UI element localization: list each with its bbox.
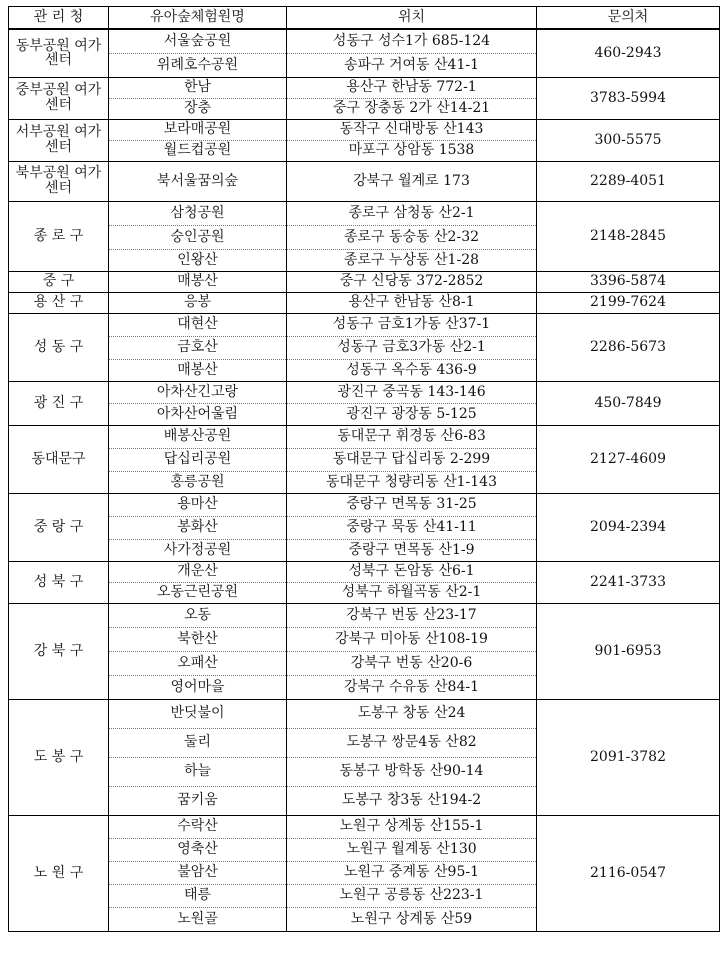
park-name-cell: 봉화산	[109, 516, 287, 539]
park-name-cell: 월드컵공원	[109, 140, 287, 161]
location-cell: 마포구 상암동 1538	[287, 140, 537, 161]
park-name-cell: 반딧불이	[109, 699, 287, 728]
location-cell: 강북구 미아동 산108-19	[287, 627, 537, 651]
location-cell: 광진구 광장동 5-125	[287, 403, 537, 425]
location-cell: 성동구 옥수동 436-9	[287, 359, 537, 381]
park-name-cell: 영축산	[109, 838, 287, 861]
office-cell: 강 북 구	[9, 603, 109, 699]
phone-cell: 300-5575	[537, 119, 720, 161]
office-cell: 노 원 구	[9, 815, 109, 931]
location-cell: 종로구 누상동 산1-28	[287, 249, 537, 271]
park-name-cell: 오동근린공원	[109, 582, 287, 603]
location-cell: 성북구 돈암동 산6-1	[287, 561, 537, 582]
park-name-cell: 매봉산	[109, 271, 287, 292]
location-cell: 용산구 한남동 산8-1	[287, 292, 537, 313]
header-office: 관 리 청	[9, 7, 109, 30]
office-cell: 중 랑 구	[9, 493, 109, 561]
park-name-cell: 장충	[109, 98, 287, 119]
table-row	[9, 381, 720, 403]
table-row	[9, 561, 720, 582]
location-cell: 성북구 하월곡동 산2-1	[287, 582, 537, 603]
park-name-cell: 노원골	[109, 907, 287, 931]
location-cell: 중구 장충동 2가 산14-21	[287, 98, 537, 119]
park-name-cell: 답십리공원	[109, 448, 287, 471]
table-body	[9, 29, 720, 931]
header-phone: 문의처	[537, 7, 720, 30]
park-name-cell: 북한산	[109, 627, 287, 651]
office-cell: 성 동 구	[9, 313, 109, 381]
table-row	[9, 313, 720, 336]
location-cell: 강북구 번동 산20-6	[287, 651, 537, 675]
location-cell: 강북구 수유동 산84-1	[287, 675, 537, 699]
office-cell: 서부공원 여가센터	[9, 119, 109, 161]
table-row	[9, 29, 720, 53]
park-name-cell: 개운산	[109, 561, 287, 582]
location-cell: 동봉구 방학동 산90-14	[287, 757, 537, 786]
park-name-cell: 대현산	[109, 313, 287, 336]
table-row	[9, 119, 720, 140]
park-name-cell: 홍릉공원	[109, 471, 287, 493]
park-name-cell: 둘리	[109, 728, 287, 757]
phone-cell: 2289-4051	[537, 161, 720, 201]
phone-cell: 2199-7624	[537, 292, 720, 313]
location-cell: 강북구 월계로 173	[287, 161, 537, 201]
location-cell: 동작구 신대방동 산143	[287, 119, 537, 140]
office-cell: 중 구	[9, 271, 109, 292]
table-row	[9, 603, 720, 627]
table-row	[9, 161, 720, 201]
office-cell: 도 봉 구	[9, 699, 109, 815]
park-name-cell: 수락산	[109, 815, 287, 838]
office-cell: 동부공원 여가센터	[9, 29, 109, 77]
park-name-cell: 꿈키움	[109, 786, 287, 815]
table-row	[9, 425, 720, 448]
location-cell: 노원구 월계동 산130	[287, 838, 537, 861]
location-cell: 동대문구 휘경동 산6-83	[287, 425, 537, 448]
office-cell: 성 북 구	[9, 561, 109, 603]
park-name-cell: 위례호수공원	[109, 53, 287, 77]
location-cell: 성동구 금호3가동 산2-1	[287, 336, 537, 359]
location-cell: 강북구 번동 산23-17	[287, 603, 537, 627]
park-name-cell: 보라매공원	[109, 119, 287, 140]
office-cell: 북부공원 여가센터	[9, 161, 109, 201]
phone-cell: 2286-5673	[537, 313, 720, 381]
office-cell: 중부공원 여가센터	[9, 77, 109, 119]
location-cell: 중랑구 면목동 산1-9	[287, 539, 537, 561]
location-cell: 도봉구 창동 산24	[287, 699, 537, 728]
park-name-cell: 매봉산	[109, 359, 287, 381]
park-name-cell: 금호산	[109, 336, 287, 359]
park-name-cell: 응봉	[109, 292, 287, 313]
location-cell: 중랑구 면목동 31-25	[287, 493, 537, 516]
table-row	[9, 292, 720, 313]
park-name-cell: 아차산긴고랑	[109, 381, 287, 403]
park-name-cell: 태릉	[109, 884, 287, 907]
park-name-cell: 북서울꿈의숲	[109, 161, 287, 201]
park-name-cell: 오동	[109, 603, 287, 627]
location-cell: 동대문구 청량리동 산1-143	[287, 471, 537, 493]
park-name-cell: 사가정공원	[109, 539, 287, 561]
phone-cell: 2116-0547	[537, 815, 720, 931]
location-cell: 송파구 거여동 산41-1	[287, 53, 537, 77]
phone-cell: 2094-2394	[537, 493, 720, 561]
park-name-cell: 서울숲공원	[109, 29, 287, 53]
park-name-cell: 숭인공원	[109, 225, 287, 249]
phone-cell: 3396-5874	[537, 271, 720, 292]
location-cell: 중구 신당동 372-2852	[287, 271, 537, 292]
park-name-cell: 불암산	[109, 861, 287, 884]
park-name-cell: 오패산	[109, 651, 287, 675]
park-name-cell: 영어마을	[109, 675, 287, 699]
office-cell: 용 산 구	[9, 292, 109, 313]
location-cell: 종로구 동숭동 산2-32	[287, 225, 537, 249]
header-park: 유아숲체험원명	[109, 7, 287, 30]
location-cell: 용산구 한남동 772-1	[287, 77, 537, 98]
location-cell: 노원구 상계동 산155-1	[287, 815, 537, 838]
park-name-cell: 하늘	[109, 757, 287, 786]
phone-cell: 450-7849	[537, 381, 720, 425]
location-cell: 동대문구 답십리동 2-299	[287, 448, 537, 471]
park-name-cell: 아차산어울림	[109, 403, 287, 425]
table-row	[9, 699, 720, 728]
location-cell: 중랑구 묵동 산41-11	[287, 516, 537, 539]
phone-cell: 2091-3782	[537, 699, 720, 815]
location-cell: 노원구 중계동 산95-1	[287, 861, 537, 884]
phone-cell: 2127-4609	[537, 425, 720, 493]
location-cell: 광진구 중곡동 143-146	[287, 381, 537, 403]
park-name-cell: 용마산	[109, 493, 287, 516]
phone-cell: 2241-3733	[537, 561, 720, 603]
table-row	[9, 201, 720, 225]
phone-cell: 460-2943	[537, 29, 720, 77]
location-cell: 도봉구 창3동 산194-2	[287, 786, 537, 815]
location-cell: 도봉구 쌍문4동 산82	[287, 728, 537, 757]
park-name-cell: 배봉산공원	[109, 425, 287, 448]
office-cell: 동대문구	[9, 425, 109, 493]
header-row	[9, 7, 720, 30]
location-cell: 노원구 공릉동 산223-1	[287, 884, 537, 907]
office-cell: 종 로 구	[9, 201, 109, 271]
location-cell: 성동구 성수1가 685-124	[287, 29, 537, 53]
header-location: 위치	[287, 7, 537, 30]
forest-experience-table	[8, 6, 720, 932]
park-name-cell: 한남	[109, 77, 287, 98]
table-row	[9, 493, 720, 516]
table-row	[9, 77, 720, 98]
table-row	[9, 815, 720, 838]
park-name-cell: 삼청공원	[109, 201, 287, 225]
office-cell: 광 진 구	[9, 381, 109, 425]
phone-cell: 901-6953	[537, 603, 720, 699]
location-cell: 성동구 금호1가동 산37-1	[287, 313, 537, 336]
phone-cell: 2148-2845	[537, 201, 720, 271]
table-row	[9, 271, 720, 292]
phone-cell: 3783-5994	[537, 77, 720, 119]
location-cell: 노원구 상계동 산59	[287, 907, 537, 931]
location-cell: 종로구 삼청동 산2-1	[287, 201, 537, 225]
park-name-cell: 인왕산	[109, 249, 287, 271]
